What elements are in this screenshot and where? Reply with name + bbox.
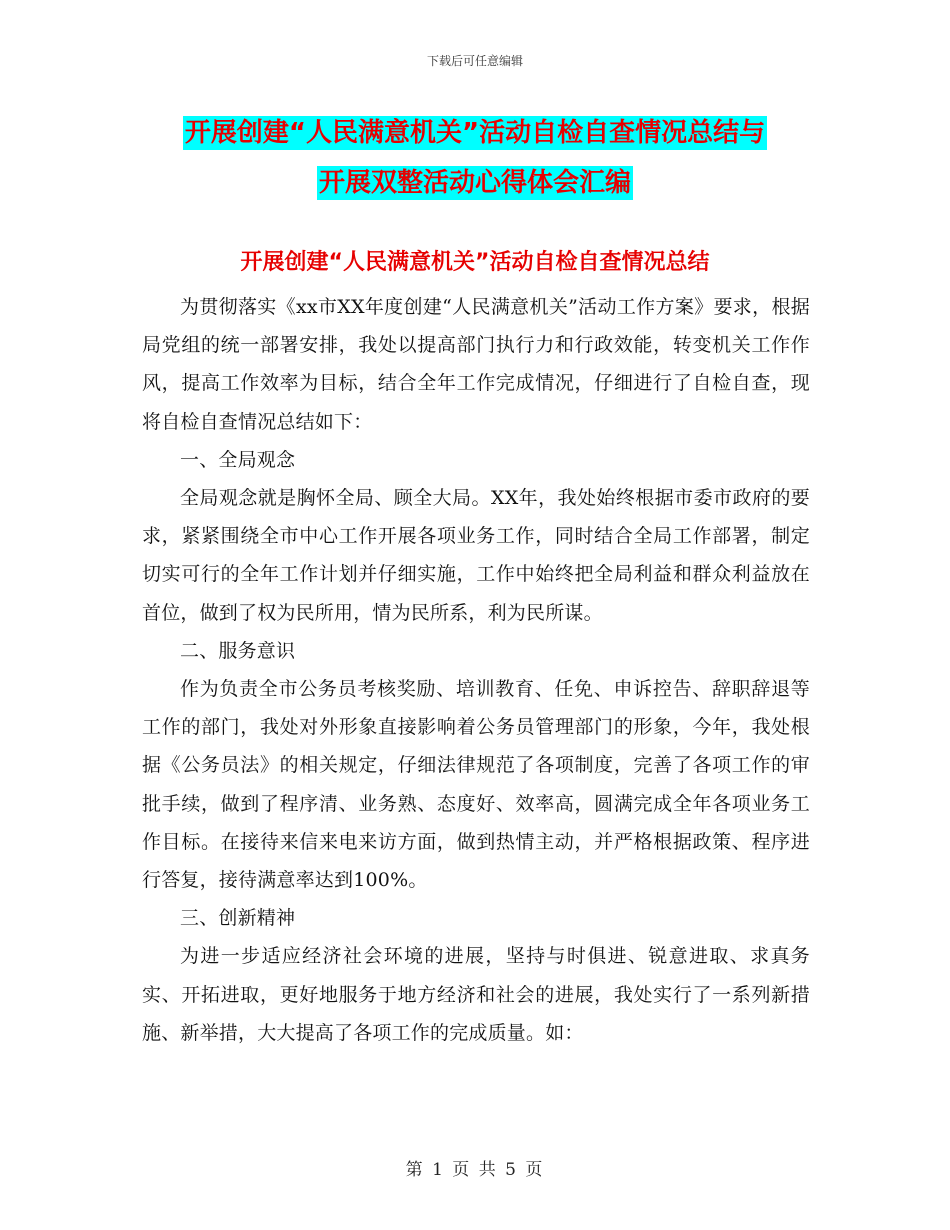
section-title: 开展创建“人民满意机关”活动自检自查情况总结 xyxy=(240,250,710,275)
header-note: 下载后可任意编辑 xyxy=(426,54,523,68)
heading-service-awareness: 二、服务意识 xyxy=(180,639,296,662)
paragraph-service-awareness: 作为负责全市公务员考核奖励、培训教育、任免、申诉控告、辞职辞退等工作的部门，我处对外形象直接影响着公务员管理部门的形象，今年，我处根据《公务员法》的相关规定，仔细法律规范了各项制度，完善了各项工作的审批手续，做到了程序清、业务熟、态度好、效率高，圆满完成全年各项业务工作目标。在接待来信来电来访方面，做到热情主动，并严格根据政策、程序进行答复，接待满意率达到100%。 xyxy=(142,678,810,892)
paragraph-overall-view: 全局观念就是胸怀全局、顾全大局。XX年，我处始终根据市委市政府的要求，紧紧围绕全市中心工作开展各项业务工作，同时结合全局工作部署，制定切实可行的全年工作计划并仔细实施，工作中始终把全局利益和群众利益放在首位，做到了权为民所用，情为民所系，利为民所谋。 xyxy=(142,487,810,624)
paragraph-innovation: 为进一步适应经济社会环境的进展，坚持与时俱进、锐意进取、求真务实、开拓进取，更好地服务于地方经济和社会的进展，我处实行了一系列新措施、新举措，大大提高了各项工作的完成质量。如： xyxy=(142,945,810,1044)
heading-overall-view: 一、全局观念 xyxy=(180,448,296,471)
title-line-2: 开展双整活动心得体会汇编 xyxy=(318,168,631,198)
heading-innovation: 三、创新精神 xyxy=(180,907,296,930)
document-body xyxy=(142,288,810,1052)
paragraph-intro: 为贯彻落实《xx市XX年度创建“人民满意机关”活动工作方案》要求，根据局党组的统一部署安排，我处以提高部门执行力和行政效能，转变机关工作作风，提高工作效率为目标，结合全年工作完成情况，仔细进行了自检自查，现将自检自查情况总结如下： xyxy=(142,296,810,433)
title-line-1: 开展创建“人民满意机关”活动自检自查情况总结与 xyxy=(184,118,766,148)
document-title xyxy=(0,108,950,208)
page-number-footer: 第 1 页 共 5 页 xyxy=(405,1160,545,1180)
